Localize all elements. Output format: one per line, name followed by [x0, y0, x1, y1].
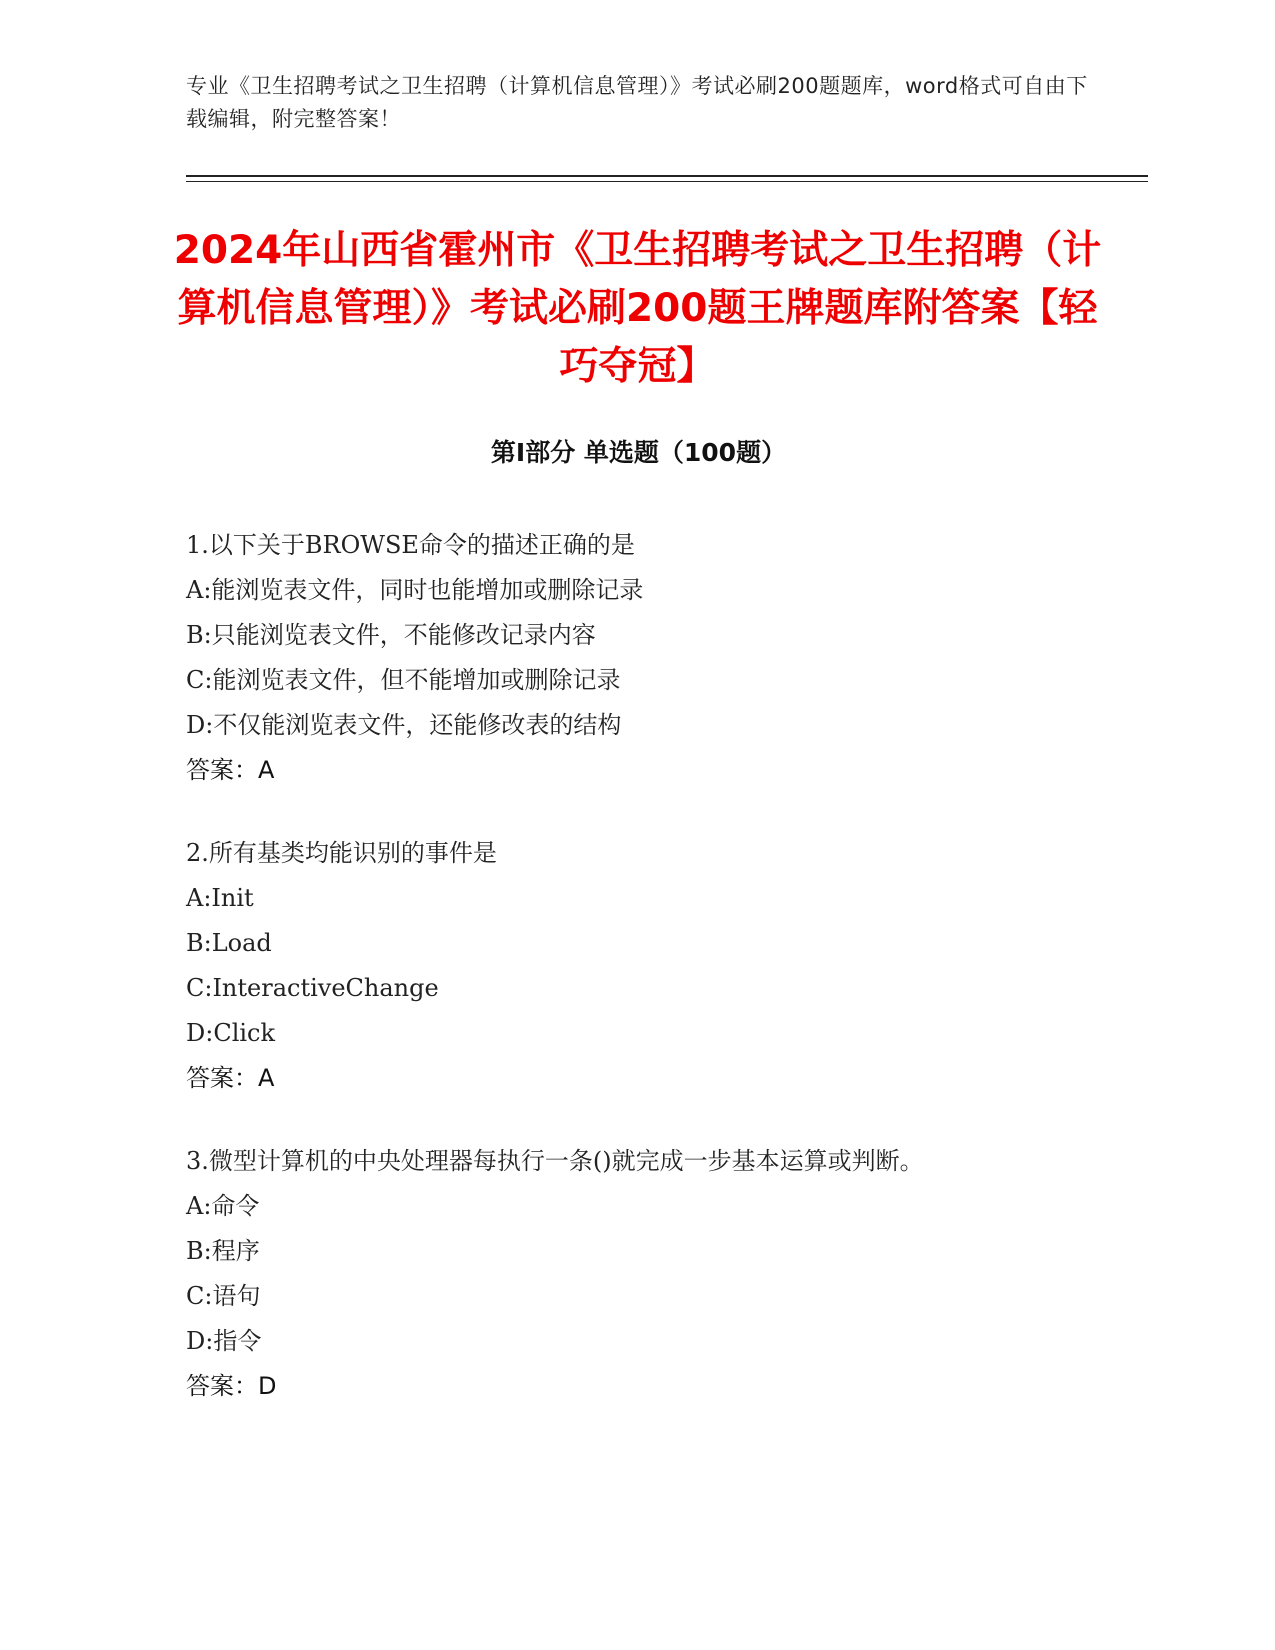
header-rule-thin [186, 181, 1148, 182]
option-d: D:指令 [186, 1327, 262, 1355]
question-1 [186, 523, 1091, 793]
question-2 [186, 831, 1091, 1101]
option-b: B:Load [186, 929, 272, 957]
header-rule-thick [186, 175, 1148, 177]
question-stem: 1.以下关于BROWSE命令的描述正确的是 [186, 531, 635, 559]
option-d: D:不仅能浏览表文件，还能修改表的结构 [186, 711, 622, 739]
document-title: 2024年山西省霍州市《卫生招聘考试之卫生招聘（计算机信息管理）》考试必刷200题王牌题库附答案【轻巧夺冠】 [173, 228, 1102, 389]
answer: 答案：A [186, 756, 275, 784]
header-note: 专业《卫生招聘考试之卫生招聘（计算机信息管理）》考试必刷200题题库，word格式可自由下载编辑，附完整答案！ [186, 74, 1088, 131]
option-a: A:Init [186, 884, 254, 912]
option-d: D:Click [186, 1019, 276, 1047]
option-a: A:能浏览表文件，同时也能增加或删除记录 [186, 576, 644, 604]
option-c: C:语句 [186, 1282, 261, 1310]
question-stem: 3.微型计算机的中央处理器每执行一条()就完成一步基本运算或判断。 [186, 1147, 924, 1175]
answer: 答案：A [186, 1064, 275, 1092]
answer: 答案：D [186, 1372, 277, 1400]
question-list [186, 523, 1091, 1447]
question-3 [186, 1139, 1091, 1409]
option-c: C:InteractiveChange [186, 974, 439, 1002]
option-b: B:只能浏览表文件，不能修改记录内容 [186, 621, 596, 649]
option-a: A:命令 [186, 1192, 260, 1220]
option-c: C:能浏览表文件，但不能增加或删除记录 [186, 666, 621, 694]
section-heading: 第Ⅰ部分 单选题（100题） [490, 438, 787, 467]
option-b: B:程序 [186, 1237, 260, 1265]
question-stem: 2.所有基类均能识别的事件是 [186, 839, 497, 867]
